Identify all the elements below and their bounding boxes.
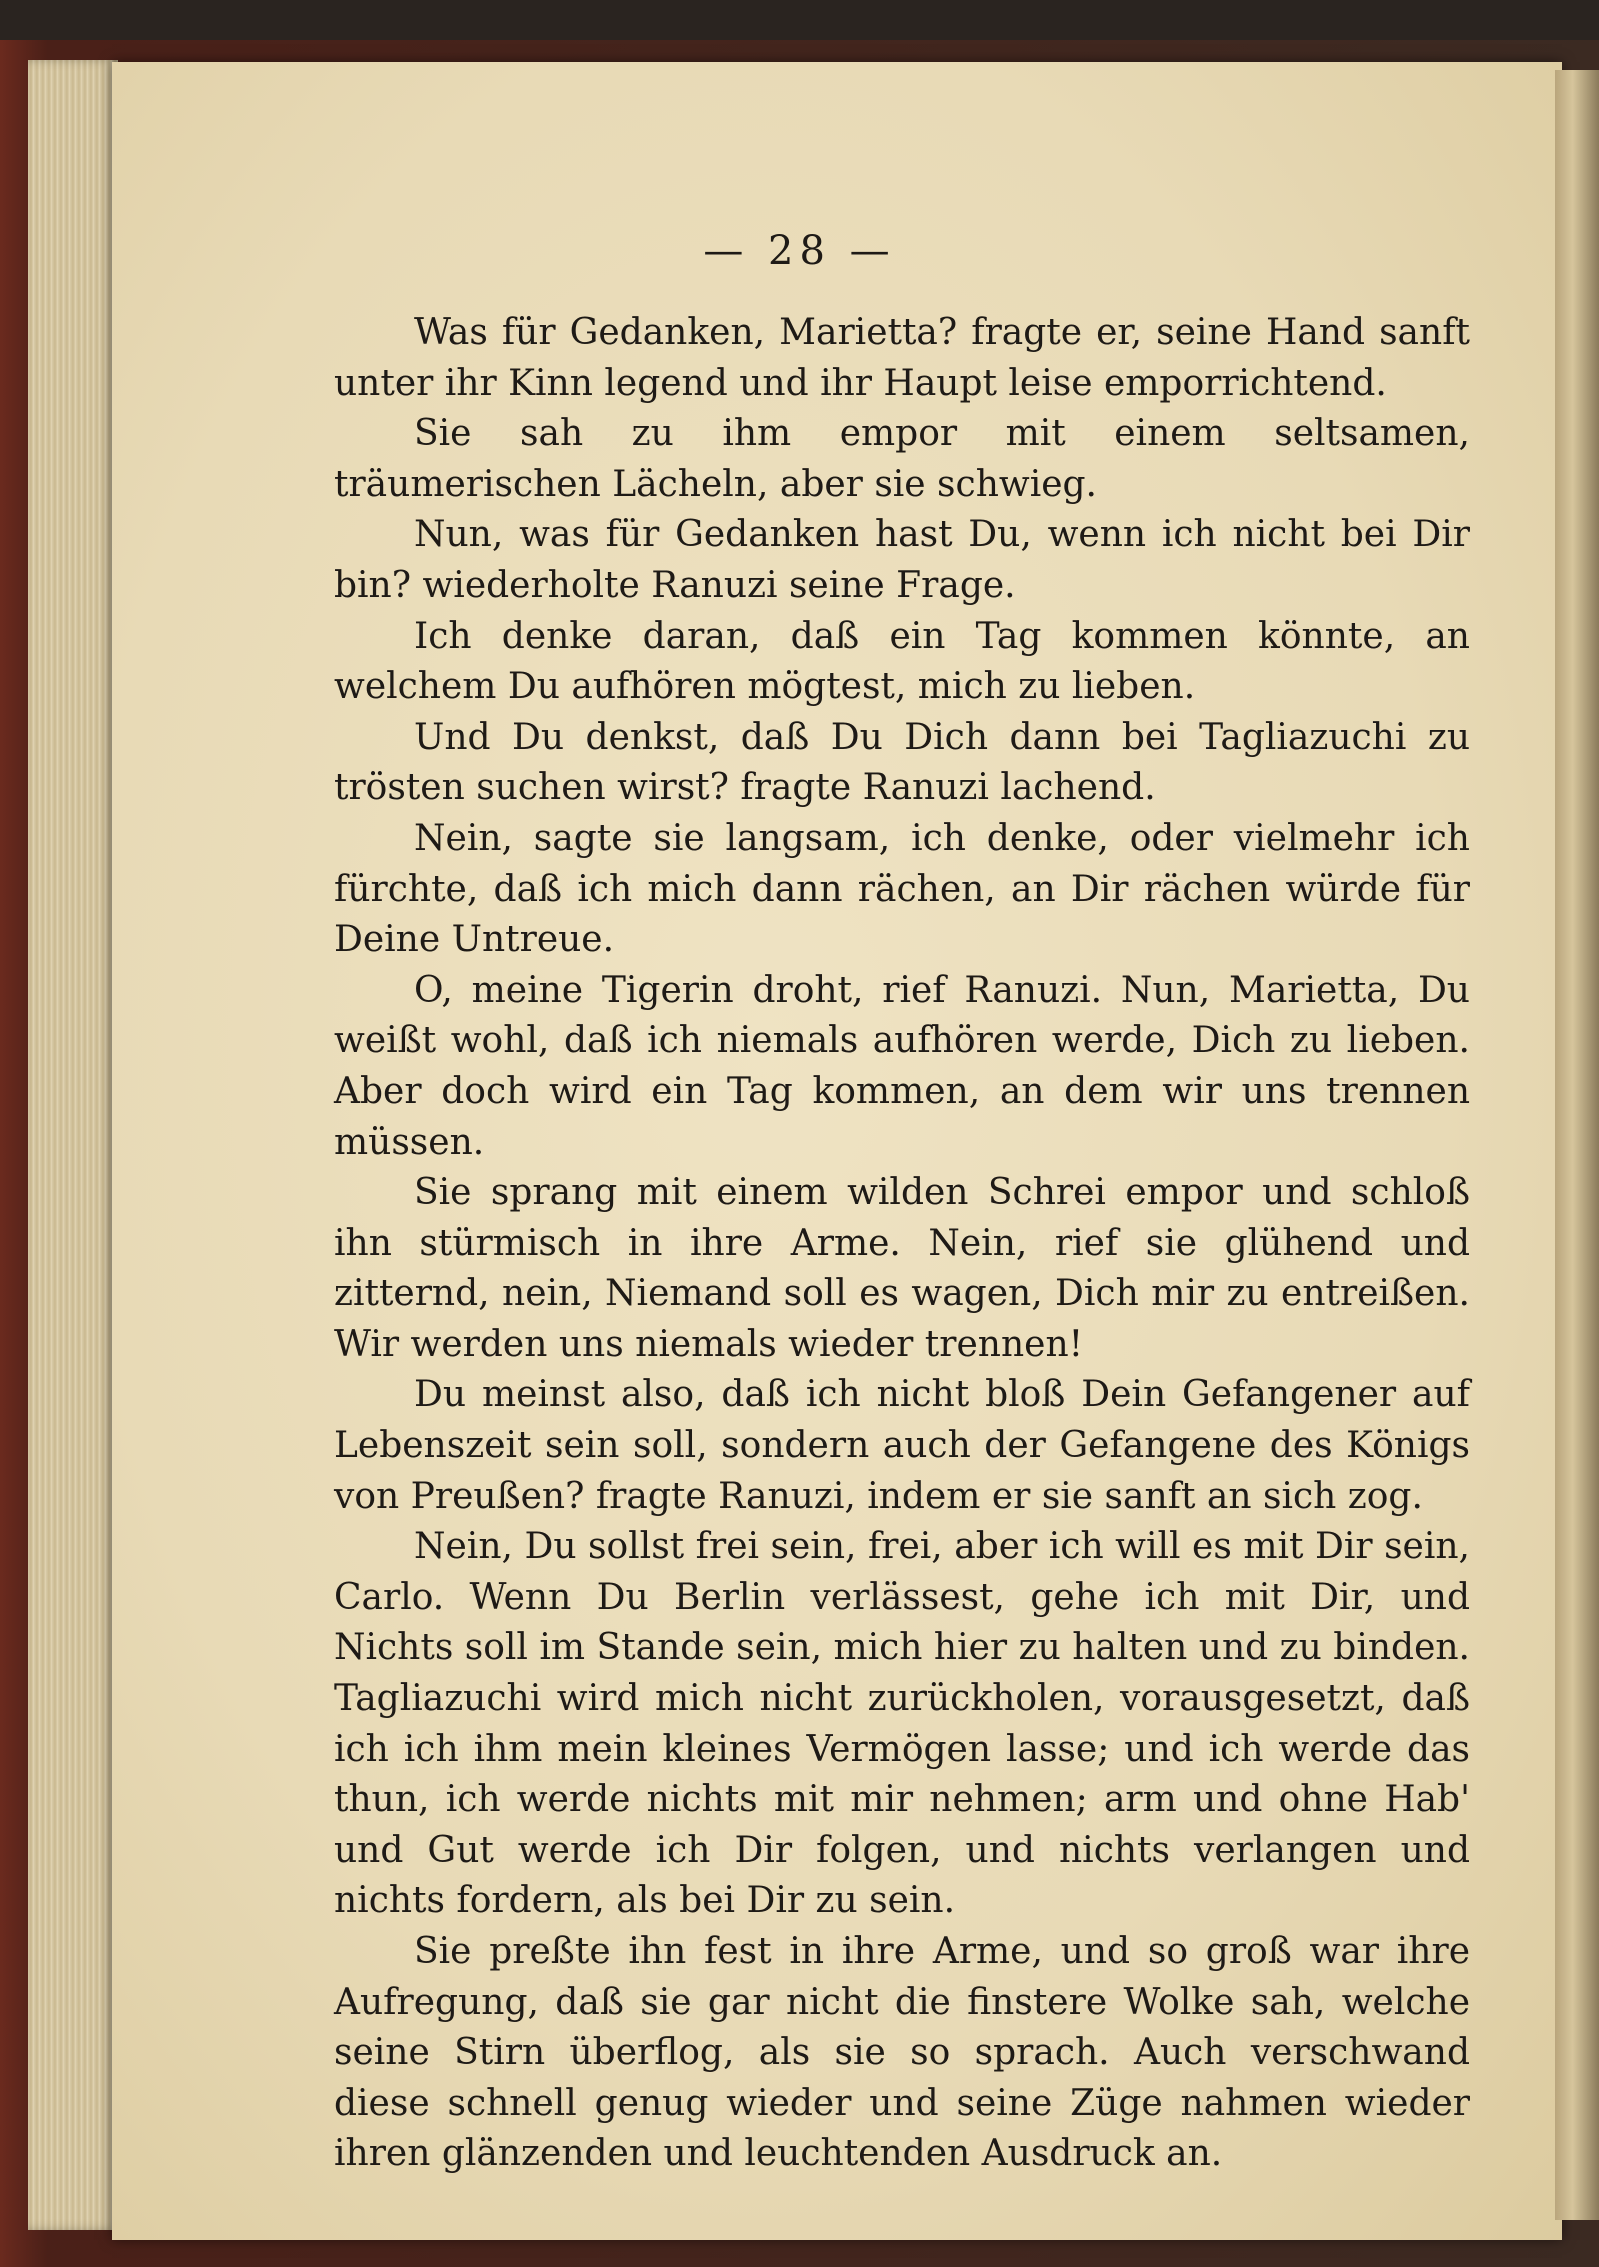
paragraph: Nein, sagte sie langsam, ich denke, oder vielmehr ich fürchte, daß ich mich dann rächen, an Dir rächen würde für Deine Untreue.	[334, 817, 1470, 961]
paragraph: Sie sah zu ihm empor mit einem seltsamen, träumerischen Lächeln, aber sie schwieg.	[334, 413, 1470, 505]
page-body	[334, 308, 1470, 2180]
paragraph: Nein, Du sollst frei sein, frei, aber ich will es mit Dir sein, Carlo. Wenn Du Berlin verlässest, gehe ich mit Dir, und Nichts soll im Stande sein, mich hier zu halten und zu binden. Tagliazuchi wird mich nicht zurückholen, vorausgesetzt, daß ich ich ihm mein kleines Vermögen lasse; und ich werde das thun, ich werde nichts mit mir nehmen; arm und ohne Hab' und Gut werde ich Dir folgen, und nichts verlangen und nichts fordern, als bei Dir zu sein.	[334, 1526, 1470, 1922]
paragraph: Sie preßte ihn fest in ihre Arme, und so groß war ihre Aufregung, daß sie gar nicht die finstere Wolke sah, welche seine Stirn überflog, als sie so sprach. Auch verschwand diese schnell genug wieder und seine Züge nahmen wieder ihren glänzenden und leuchtenden Ausdruck an.	[334, 1931, 1470, 2175]
paragraph: Sie sprang mit einem wilden Schrei empor und schloß ihn stürmisch in ihre Arme. Nein, rief sie glühend und zitternd, nein, Niemand soll es wagen, Dich mir zu entreißen. Wir werden uns niemals wieder trennen!	[334, 1172, 1470, 1365]
page-stack-edge	[28, 60, 118, 2230]
paragraph: Nun, was für Gedanken hast Du, wenn ich nicht bei Dir bin? wiederholte Ranuzi seine Frage.	[334, 514, 1470, 606]
page-number: — 28 —	[703, 228, 896, 274]
paragraph: O, meine Tigerin droht, rief Ranuzi. Nun, Marietta, Du weißt wohl, daß ich niemals aufhören werde, Dich zu lieben. Aber doch wird ein Tag kommen, an dem wir uns trennen müssen.	[334, 969, 1470, 1163]
paragraph: Ich denke daran, daß ein Tag kommen könnte, an welchem Du aufhören mögtest, mich zu lieben.	[334, 615, 1470, 708]
paragraph: Und Du denkst, daß Du Dich dann bei Tagliazuchi zu trösten suchen wirst? fragte Ranuzi lachend.	[334, 716, 1470, 809]
right-page-edge	[1555, 70, 1599, 2220]
paragraph: Was für Gedanken, Marietta? fragte er, seine Hand sanft unter ihr Kinn legend und ihr Haupt leise emporrichtend.	[334, 312, 1470, 404]
paragraph: Du meinst also, daß ich nicht bloß Dein Gefangener auf Lebenszeit sein soll, sondern auch der Gefangene des Königs von Preußen? fragte Ranuzi, indem er sie sanft an sich zog.	[334, 1374, 1470, 1517]
